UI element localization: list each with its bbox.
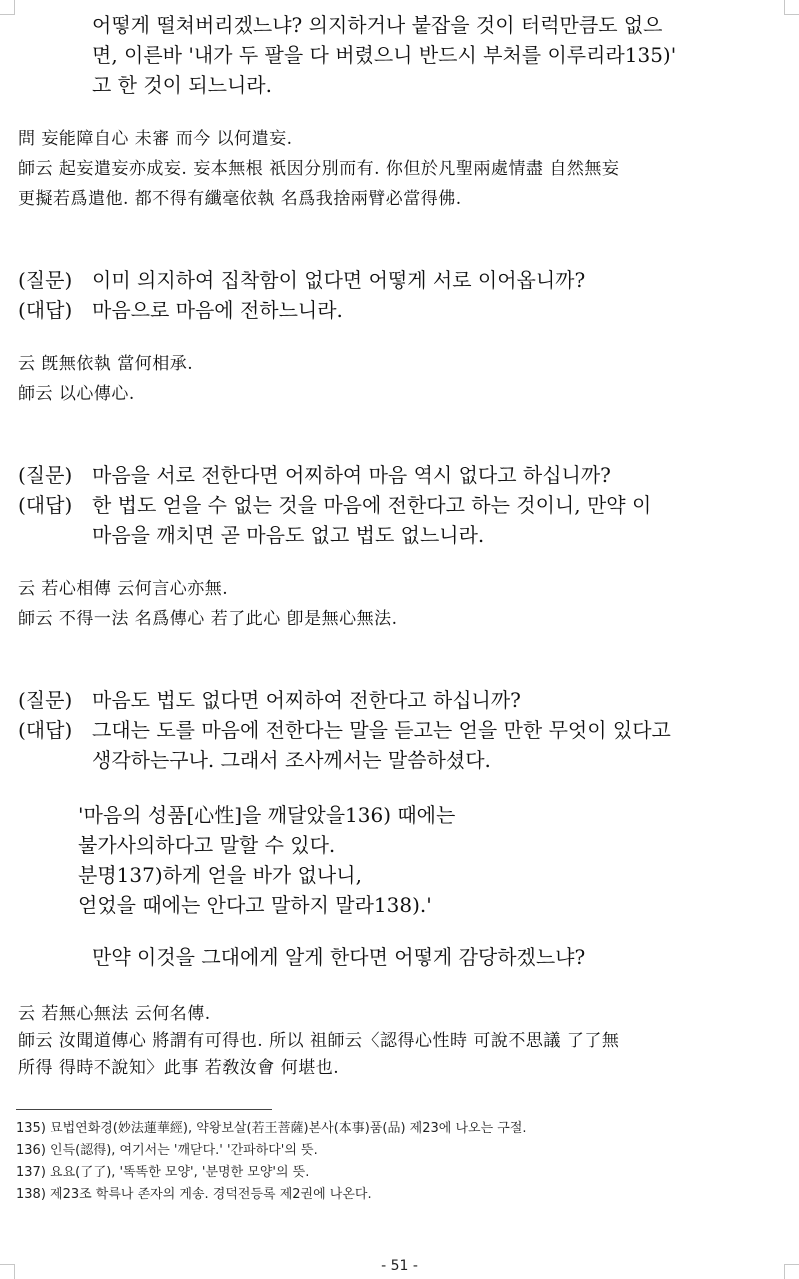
footnote-138: 138) 제23조 학륵나 존자의 게송. 경덕전등록 제2권에 나온다. xyxy=(16,1187,372,1202)
footnote-135: 135) 묘법연화경(妙法蓮華經), 약왕보살(若王菩薩)본사(本事)품(品) 제23에 나오는 구절. xyxy=(16,1121,527,1136)
verse-line: 불가사의하다고 말할 수 있다. xyxy=(78,833,336,857)
question-text: 마음을 서로 전한다면 어찌하여 마음 역시 없다고 하십니까? xyxy=(92,463,611,487)
question-text: 마음도 법도 없다면 어찌하여 전한다고 하십니까? xyxy=(92,688,521,712)
answer-text: 생각하는구나. 그래서 조사께서는 말씀하셨다. xyxy=(92,748,491,772)
body-line: 만약 이것을 그대에게 알게 한다면 어떻게 감당하겠느냐? xyxy=(92,945,586,969)
hanja-line: 師云 不得一法 名爲傳心 若了此心 卽是無心無法. xyxy=(18,609,398,629)
question-label: (질문) xyxy=(18,688,73,712)
verse-line: 분명137)하게 얻을 바가 없나니, xyxy=(78,863,362,887)
body-line: 면, 이른바 '내가 두 팔을 다 버렸으니 반드시 부처를 이루리라135)' xyxy=(92,43,677,67)
question-label: (질문) xyxy=(18,463,73,487)
answer-text: 마음을 깨치면 곧 마음도 없고 법도 없느니라. xyxy=(92,523,485,547)
hanja-line: 師云 汝聞道傳心 將謂有可得也. 所以 祖師云〈認得心性時 可說不思議 了了無 xyxy=(18,1031,620,1051)
question-label: (질문) xyxy=(18,268,73,292)
answer-text: 한 법도 얻을 수 없는 것을 마음에 전한다고 하는 것이니, 만약 이 xyxy=(92,493,652,517)
answer-label: (대답) xyxy=(18,718,73,742)
hanja-line: 問 妄能障自心 未審 而今 以何遣妄. xyxy=(18,129,293,149)
body-line: 고 한 것이 되느니라. xyxy=(92,73,272,97)
hanja-line: 師云 起妄遣妄亦成妄. 妄本無根 祇因分別而有. 你但於凡聖兩處情盡 自然無妄 xyxy=(18,159,620,179)
hanja-line: 云 若無心無法 云何名傳. xyxy=(18,1004,211,1024)
footnote-137: 137) 요요(了了), '똑똑한 모양', '분명한 모양'의 뜻. xyxy=(16,1165,310,1180)
footnote-divider xyxy=(16,1109,272,1110)
crop-mark-top-left xyxy=(0,0,15,15)
footnote-136: 136) 인득(認得), 여기서는 '깨닫다.' '간파하다'의 뜻. xyxy=(16,1143,318,1158)
hanja-line: 更擬若爲遣他. 都不得有纖毫依執 名爲我捨兩臂必當得佛. xyxy=(18,189,462,209)
answer-label: (대답) xyxy=(18,493,73,517)
hanja-line: 云 旣無依執 當何相承. xyxy=(18,354,194,374)
hanja-line: 所得 得時不說知〉此事 若敎汝會 何堪也. xyxy=(18,1058,340,1078)
answer-text: 그대는 도를 마음에 전한다는 말을 듣고는 얻을 만한 무엇이 있다고 xyxy=(92,718,671,742)
crop-mark-top-right xyxy=(784,0,799,15)
answer-label: (대답) xyxy=(18,298,73,322)
verse-line: '마음의 성품[心性]을 깨달았을136) 때에는 xyxy=(78,803,456,827)
body-line: 어떻게 떨쳐버리겠느냐? 의지하거나 붙잡을 것이 터럭만큼도 없으 xyxy=(92,13,663,37)
hanja-line: 云 若心相傳 云何言心亦無. xyxy=(18,579,229,599)
verse-line: 얻었을 때에는 안다고 말하지 말라138).' xyxy=(78,893,432,917)
question-text: 이미 의지하여 집착함이 없다면 어떻게 서로 이어옵니까? xyxy=(92,268,586,292)
page-number: - 51 - xyxy=(381,1258,418,1274)
answer-text: 마음으로 마음에 전하느니라. xyxy=(92,298,343,322)
hanja-line: 師云 以心傳心. xyxy=(18,384,135,404)
